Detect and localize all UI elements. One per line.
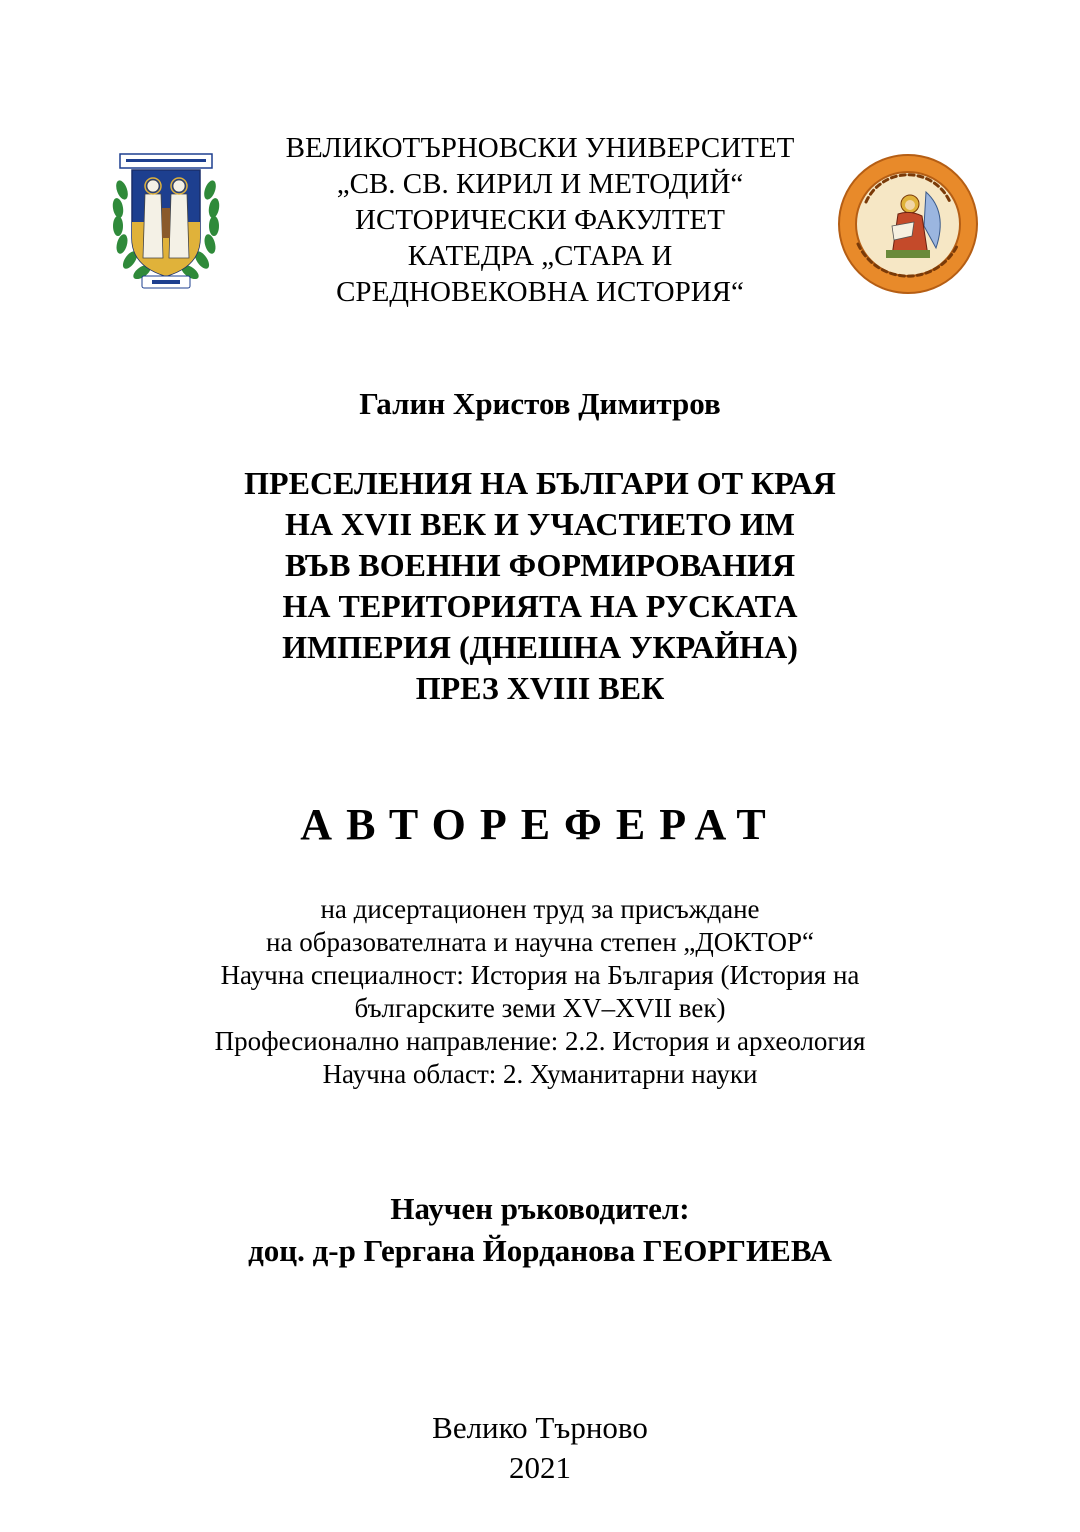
place-and-year (0, 1408, 1080, 1488)
title-line: НА ТЕРИТОРИЯТА НА РУСКАТА (282, 588, 798, 624)
description-line: българските земи XV–XVII век) (354, 993, 726, 1023)
title-line: НА XVII ВЕК И УЧАСТИЕТО ИМ (285, 506, 795, 542)
title-line: ВЪВ ВОЕННИ ФОРМИРОВАНИЯ (284, 547, 796, 583)
dissertation-description (0, 893, 1080, 1091)
description-line: Научна област: 2. Хуманитарни науки (322, 1059, 758, 1089)
faculty-name: ИСТОРИЧЕСКИ ФАКУЛТЕТ (355, 204, 725, 236)
department-line-2: СРЕДНОВЕКОВНА ИСТОРИЯ“ (336, 276, 744, 308)
advisor-label: Научен ръководител: (390, 1191, 690, 1226)
document-type: АВТОРЕФЕРАТ (300, 800, 780, 849)
title-line: ПРЕСЕЛЕНИЯ НА БЪЛГАРИ ОТ КРАЯ (244, 465, 836, 501)
department-line-1: КАТЕДРА „СТАРА И (407, 240, 673, 272)
scientific-advisor (0, 1188, 1080, 1272)
title-line: ПРЕЗ XVIII ВЕК (415, 670, 665, 706)
university-name: ВЕЛИКОТЪРНОВСКИ УНИВЕРСИТЕТ (285, 132, 795, 164)
publication-year: 2021 (509, 1450, 571, 1485)
university-patrons: „СВ. СВ. КИРИЛ И МЕТОДИЙ“ (336, 168, 744, 200)
description-line: Професионално направление: 2.2. История и археология (214, 1026, 866, 1056)
university-crest-icon (108, 150, 224, 290)
advisor-name: доц. д-р Гергана Йорданова ГЕОРГИЕВА (248, 1233, 832, 1268)
faculty-seal-icon (836, 152, 980, 296)
title-line: ИМПЕРИЯ (ДНЕШНА УКРАЙНА) (282, 629, 798, 665)
author-name: Галин Христов Димитров (359, 386, 721, 421)
description-line: на образователната и научна степен „ДОКТОР“ (266, 927, 814, 957)
place-name: Велико Търново (432, 1410, 648, 1445)
description-line: Научна специалност: История на България (История на (220, 960, 860, 990)
dissertation-title (0, 463, 1080, 709)
institution-lines (230, 130, 850, 310)
description-line: на дисертационен труд за присъждане (320, 894, 760, 924)
